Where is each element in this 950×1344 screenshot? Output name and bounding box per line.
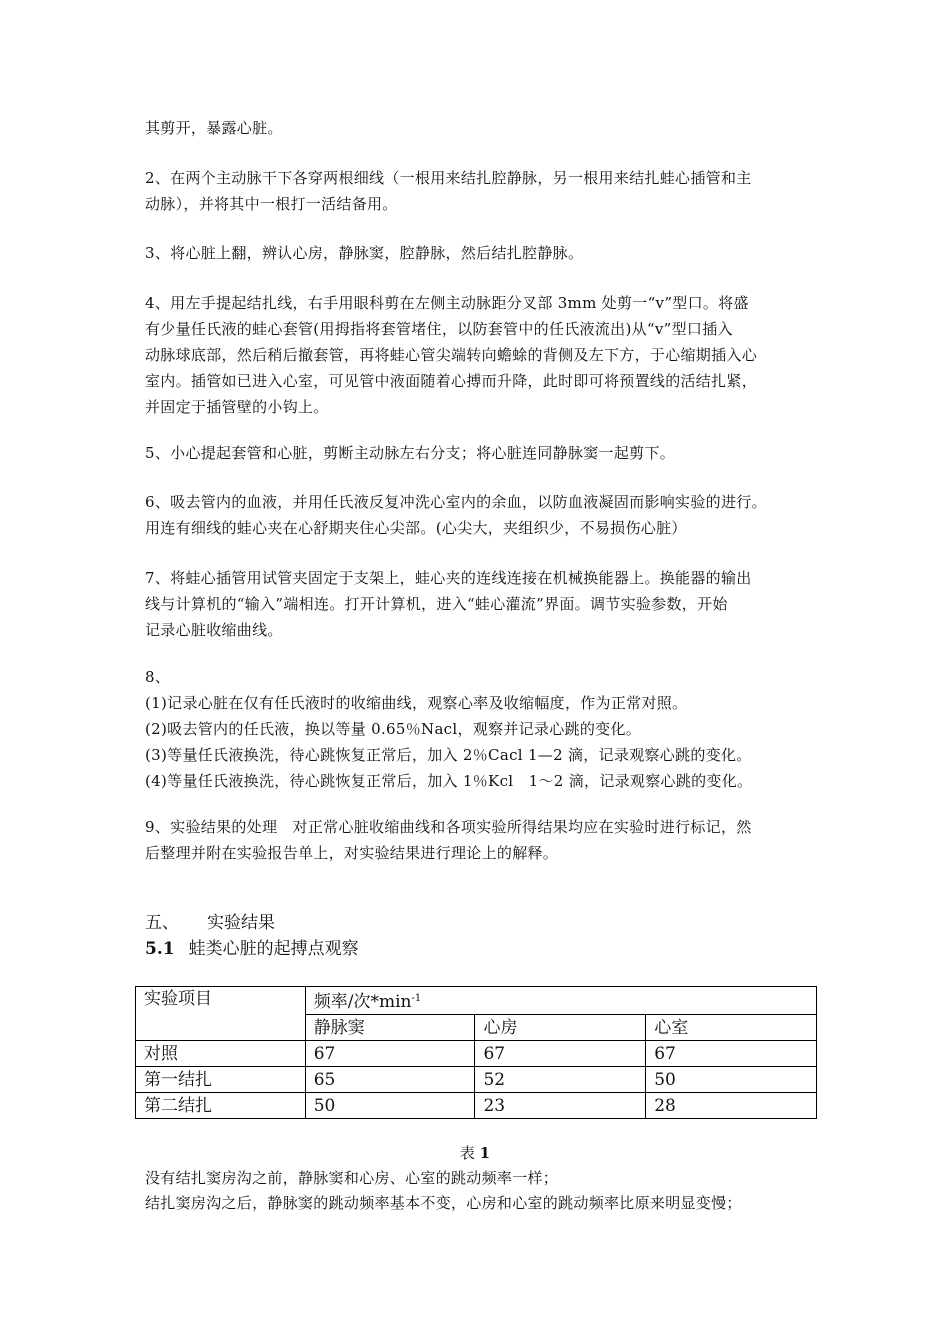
text-line: 9、实验结果的处理 对正常心脏收缩曲线和各项实验所得结果均应在实验时进行标记，然 bbox=[145, 818, 752, 836]
section-heading bbox=[145, 911, 275, 935]
table-header-frequency bbox=[305, 987, 816, 1015]
row-label: 第一结扎 bbox=[136, 1067, 306, 1093]
text-line: (2)吸去管内的任氏液，换以等量 0.65％Nacl，观察并记录心跳的变化。 bbox=[145, 720, 642, 738]
text-line: 动脉），并将其中一根打一活结备用。 bbox=[145, 195, 398, 213]
paragraph bbox=[145, 165, 815, 217]
caption-number: 1 bbox=[479, 1144, 491, 1162]
text-line: 7、将蛙心插管用试管夹固定于支架上，蛙心夹的连线连接在机械换能器上。换能器的输出 bbox=[145, 569, 752, 587]
paragraph bbox=[145, 115, 815, 141]
table-cell: 52 bbox=[475, 1067, 646, 1093]
text-line: 结扎窦房沟之后，静脉窦的跳动频率基本不变，心房和心室的跳动频率比原来明显变慢； bbox=[145, 1194, 742, 1212]
text-line: (4)等量任氏液换洗，待心跳恢复正常后，加入 1％Kcl 1～2 滴，记录观察心跳的变化。 bbox=[145, 772, 753, 790]
column-header: 静脉窦 bbox=[305, 1015, 475, 1041]
text-line: 8、 bbox=[145, 668, 171, 686]
subsection-number: 5.1 bbox=[145, 939, 175, 959]
paragraph bbox=[145, 440, 815, 466]
table-row bbox=[136, 1093, 817, 1119]
text-line: (1)记录心脏在仅有任氏液时的收缩曲线，观察心率及收缩幅度，作为正常对照。 bbox=[145, 694, 688, 712]
table-cell: 50 bbox=[646, 1067, 817, 1093]
table-cell: 67 bbox=[646, 1041, 817, 1067]
text-line: 4、用左手提起结扎线，右手用眼科剪在左侧主动脉距分叉部 3mm 处剪一“v”型口。将盛 bbox=[145, 294, 749, 312]
table-row bbox=[136, 1041, 817, 1067]
text-line: 3、将心脏上翻，辨认心房，静脉窦，腔静脉，然后结扎腔静脉。 bbox=[145, 244, 584, 262]
table-header-row bbox=[136, 987, 817, 1015]
table-cell: 67 bbox=[305, 1041, 475, 1067]
text-line: 2、在两个主动脉干下各穿两根细线（一根用来结扎腔静脉，另一根用来结扎蛙心插管和主 bbox=[145, 169, 752, 187]
results-table bbox=[135, 986, 817, 1119]
column-header: 心房 bbox=[475, 1015, 646, 1041]
table-row bbox=[136, 1067, 817, 1093]
paragraph bbox=[145, 240, 815, 266]
table-caption bbox=[0, 1142, 950, 1164]
caption-prefix: 表 bbox=[459, 1144, 480, 1162]
table-cell: 28 bbox=[646, 1093, 817, 1119]
subsection-title: 蛙类心脏的起搏点观察 bbox=[188, 939, 359, 959]
paragraph bbox=[145, 814, 815, 866]
text-line: 室内。插管如已进入心室，可见管中液面随着心搏而升降，此时即可将预置线的活结扎紧， bbox=[145, 372, 758, 390]
paragraph bbox=[145, 565, 815, 643]
text-line: 没有结扎窦房沟之前，静脉窦和心房、心室的跳动频率一样； bbox=[145, 1169, 559, 1187]
text-line: 其剪开，暴露心脏。 bbox=[145, 119, 283, 137]
frequency-exponent: -1 bbox=[411, 993, 422, 1004]
frequency-label: 频率/次*min bbox=[313, 992, 412, 1012]
paragraph bbox=[145, 290, 815, 420]
row-label: 对照 bbox=[136, 1041, 306, 1067]
text-line: 5、小心提起套管和心脏，剪断主动脉左右分支；将心脏连同静脉窦一起剪下。 bbox=[145, 444, 676, 462]
section-number: 五、 bbox=[145, 913, 179, 933]
text-line: 并固定于插管壁的小钩上。 bbox=[145, 398, 329, 416]
table-cell: 50 bbox=[305, 1093, 475, 1119]
table-cell: 65 bbox=[305, 1067, 475, 1093]
table-header-item: 实验项目 bbox=[136, 987, 306, 1041]
text-line: 6、吸去管内的血液，并用任氏液反复冲洗心室内的余血，以防血液凝固而影响实验的进行。 bbox=[145, 493, 767, 511]
text-line: (3)等量任氏液换洗，待心跳恢复正常后，加入 2％Cacl 1—2 滴，记录观察心跳的变化。 bbox=[145, 746, 752, 764]
section-title: 实验结果 bbox=[207, 913, 275, 933]
row-label: 第二结扎 bbox=[136, 1093, 306, 1119]
table-cell: 67 bbox=[475, 1041, 646, 1067]
paragraph bbox=[145, 664, 815, 794]
conclusion-block bbox=[145, 1166, 815, 1216]
table-cell: 23 bbox=[475, 1093, 646, 1119]
text-line: 后整理并附在实验报告单上，对实验结果进行理论上的解释。 bbox=[145, 844, 559, 862]
text-line: 用连有细线的蛙心夹在心舒期夹住心尖部。(心尖大，夹组织少，不易损伤心脏） bbox=[145, 519, 687, 537]
text-line: 有少量任氏液的蛙心套管(用拇指将套管堵住，以防套管中的任氏液流出)从“v”型口插入 bbox=[145, 320, 733, 338]
text-line: 记录心脏收缩曲线。 bbox=[145, 621, 283, 639]
paragraph bbox=[145, 489, 815, 541]
subsection-heading bbox=[145, 937, 359, 961]
text-line: 线与计算机的“输入”端相连。打开计算机，进入“蛙心灌流”界面。调节实验参数，开始 bbox=[145, 595, 728, 613]
column-header: 心室 bbox=[646, 1015, 817, 1041]
text-line: 动脉球底部，然后稍后撤套管，再将蛙心管尖端转向蟾蜍的背侧及左下方，于心缩期插入心 bbox=[145, 346, 758, 364]
